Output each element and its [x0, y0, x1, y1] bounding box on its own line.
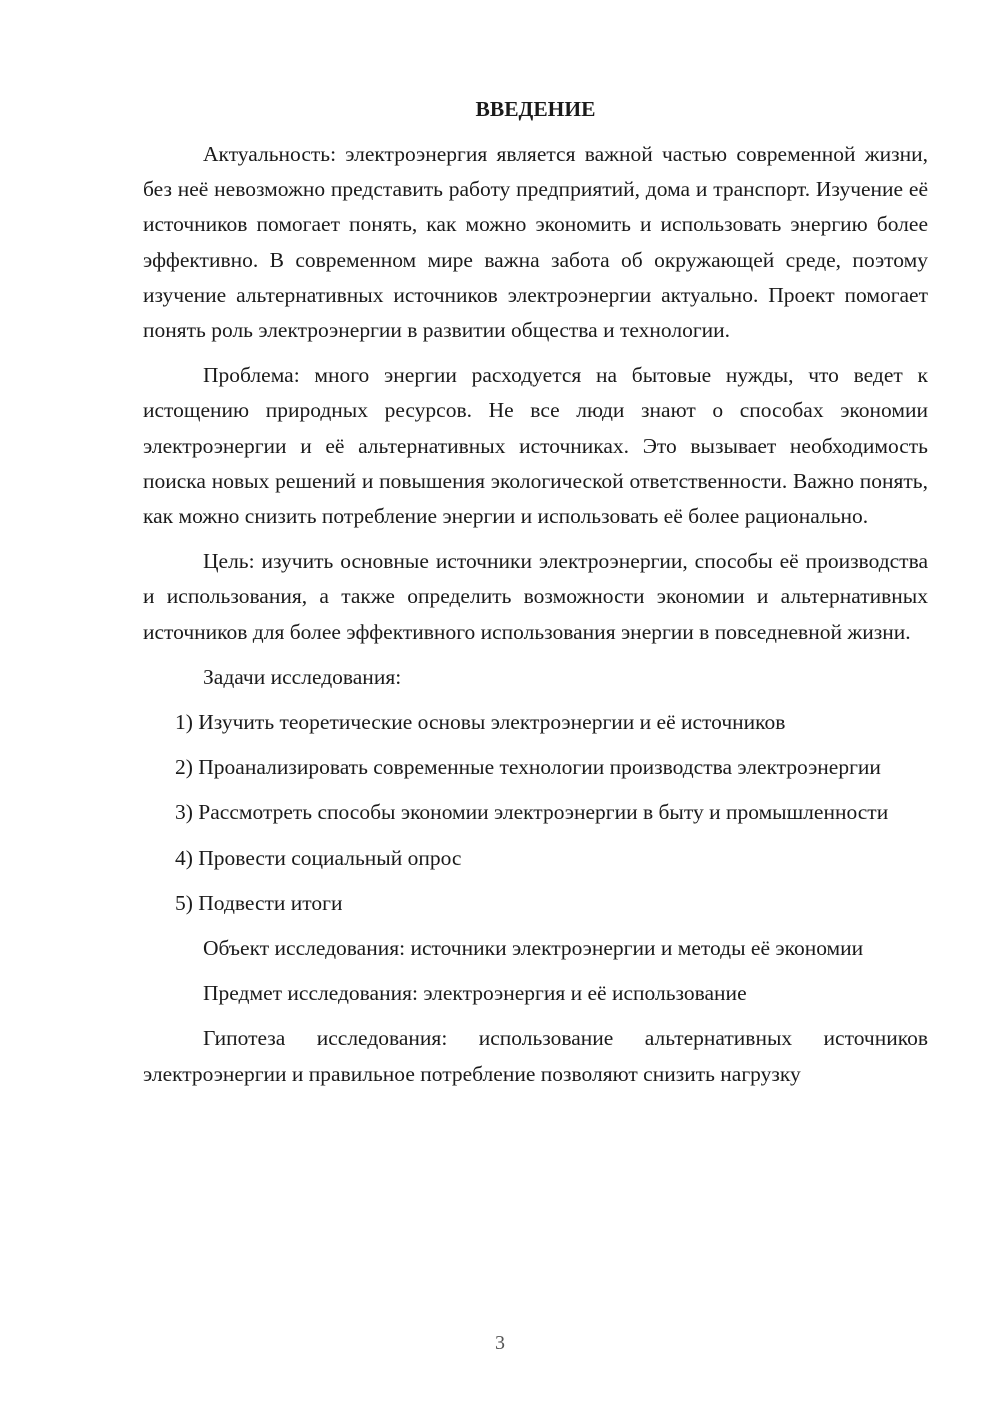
task-item: 5) Подвести итоги — [175, 890, 343, 915]
paragraph-hypothesis: Гипотеза исследования: использование альтернативных источников электроэнергии и правильное потребление позволяют снизить нагрузку — [143, 1026, 928, 1086]
task-item: 1) Изучить теоретические основы электроэнергии и её источников — [175, 710, 786, 735]
paragraph-goal: Цель: изучить основные источники электроэнергии, способы её производства и использования, а также определить возможности экономии и альтернативных источников для более эффективного использования энергии в повседневной жизни. — [143, 549, 928, 644]
tasks-heading: Задачи исследования: — [203, 664, 402, 689]
task-item: 3) Рассмотреть способы экономии электроэнергии в быту и промышленности — [175, 800, 889, 825]
paragraph-problem: Проблема: много энергии расходуется на бытовые нужды, что ведет к истощению природных ресурсов. Не все люди знают о способах экономии электроэнергии и её альтернативных источниках. Это вызывает необходимость поиска новых решений и повышения экологической ответственности. Важно понять, как можно снизить потребление энергии и использовать её более рационально. — [143, 363, 928, 529]
page-number: 3 — [495, 1332, 505, 1354]
paragraph-subject: Предмет исследования: электроэнергия и её использование — [203, 981, 747, 1006]
paragraph-relevance: Актуальность: электроэнергия является важной частью современной жизни, без неё невозможно представить работу предприятий, дома и транспорт. Изучение её источников помогает понять, как можно экономить и использовать энергию более эффективно. В современном мире важна забота об окружающей среде, поэтому изучение альтернативных источников электроэнергии актуально. Проект помогает понять роль электроэнергии в развитии общества и технологии. — [143, 142, 928, 343]
task-item: 4) Провести социальный опрос — [175, 845, 462, 870]
task-item: 2) Проанализировать современные технологии производства электроэнергии — [175, 755, 881, 780]
paragraph-object: Объект исследования: источники электроэнергии и методы её экономии — [203, 936, 864, 961]
page-title: ВВЕДЕНИЕ — [475, 97, 596, 121]
document-page — [143, 92, 928, 1092]
